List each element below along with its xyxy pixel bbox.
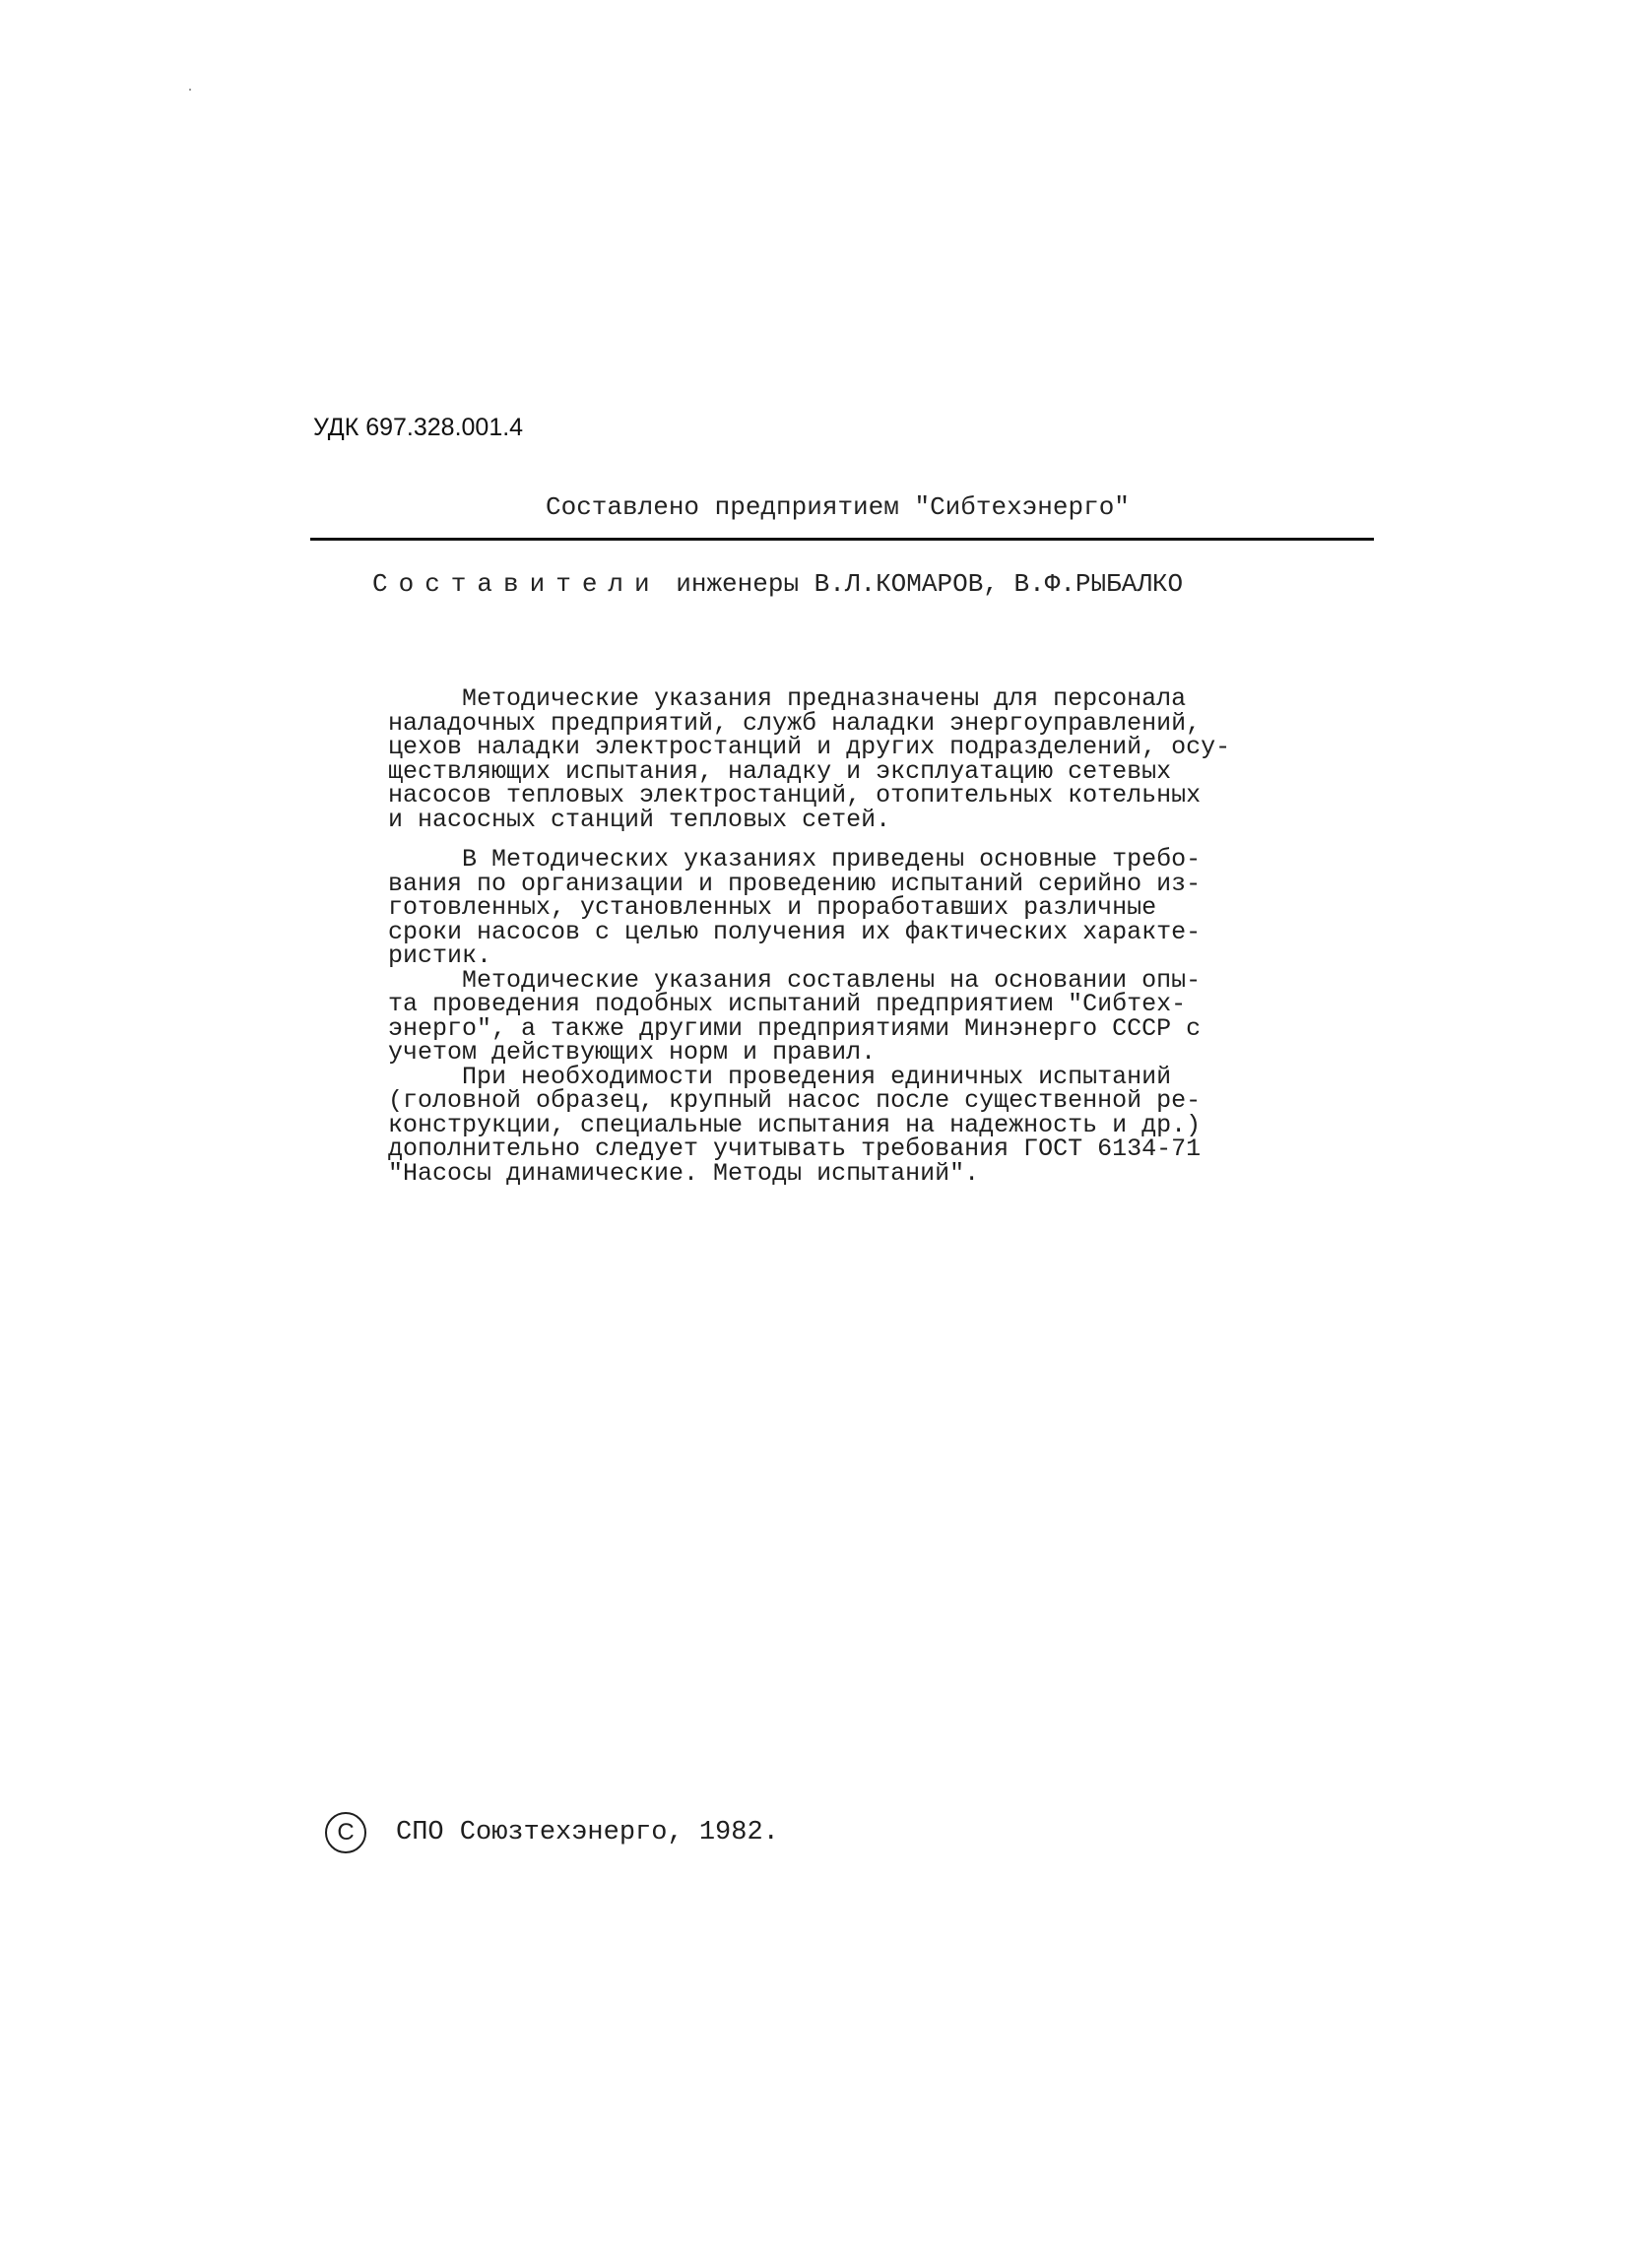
abstract-line: энерго", а также другими предприятиями Минэнерго СССР с <box>388 1013 1202 1043</box>
abstract-line: ществляющих испытания, наладку и эксплуатацию сетевых <box>388 756 1172 786</box>
authors-names: инженеры В.Л.КОМАРОВ, В.Ф.РЫБАЛКО <box>676 569 1184 599</box>
abstract-line: цехов наладки электростанций и других подразделений, осу- <box>388 733 1231 761</box>
abstract-line: наладочных предприятий, служб наладки энергоуправлений, <box>388 708 1202 738</box>
abstract-line: Методические указания составлены на основании опы- <box>388 965 1202 995</box>
abstract-line: сроки насосов с целью получения их фактических характе- <box>388 917 1202 946</box>
abstract-paragraph-1 <box>388 684 1314 834</box>
abstract-line: и насосных станций тепловых сетей. <box>388 805 891 834</box>
abstract-line: "Насосы динамические. Методы испытаний". <box>388 1158 980 1188</box>
udk-code: УДК 697.328.001.4 <box>313 414 524 441</box>
copyright-line <box>325 1812 779 1853</box>
abstract-text <box>388 684 1314 1188</box>
abstract-line: насосов тепловых электростанций, отопительных котельных <box>388 781 1202 810</box>
horizontal-rule <box>310 538 1374 541</box>
abstract-line: Методические указания предназначены для персонала <box>388 684 1187 713</box>
abstract-paragraph-4 <box>388 1062 1314 1188</box>
abstract-line: ристик. <box>388 941 492 970</box>
abstract-line: готовленных, установленных и проработавших различные <box>388 893 1157 922</box>
copyright-text: СПО Союзтехэнерго, 1982. <box>396 1818 779 1847</box>
abstract-line: конструкции, специальные испытания на надежность и др.) <box>388 1110 1202 1139</box>
copyright-icon: С <box>325 1812 366 1853</box>
abstract-line: учетом действующих норм и правил. <box>388 1038 877 1067</box>
abstract-line: дополнительно следует учитывать требования ГОСТ 6134-71 <box>388 1134 1202 1163</box>
abstract-paragraph-2 <box>388 845 1314 970</box>
abstract-line: При необходимости проведения единичных испытаний <box>388 1062 1172 1091</box>
abstract-paragraph-3 <box>388 965 1314 1067</box>
authors-label: Составители <box>372 569 661 599</box>
authors-line <box>372 569 1183 599</box>
abstract-line: В Методических указаниях приведены основные требо- <box>388 845 1202 874</box>
scan-speck <box>189 89 191 91</box>
abstract-line: та проведения подобных испытаний предприятием "Сибтех- <box>388 990 1187 1018</box>
abstract-line: вания по организации и проведению испытаний серийно из- <box>388 869 1202 898</box>
compiled-by-line: Составлено предприятием "Сибтехэнерго" <box>546 492 1130 522</box>
abstract-line: (головной образец, крупный насос после существенной ре- <box>388 1086 1202 1115</box>
